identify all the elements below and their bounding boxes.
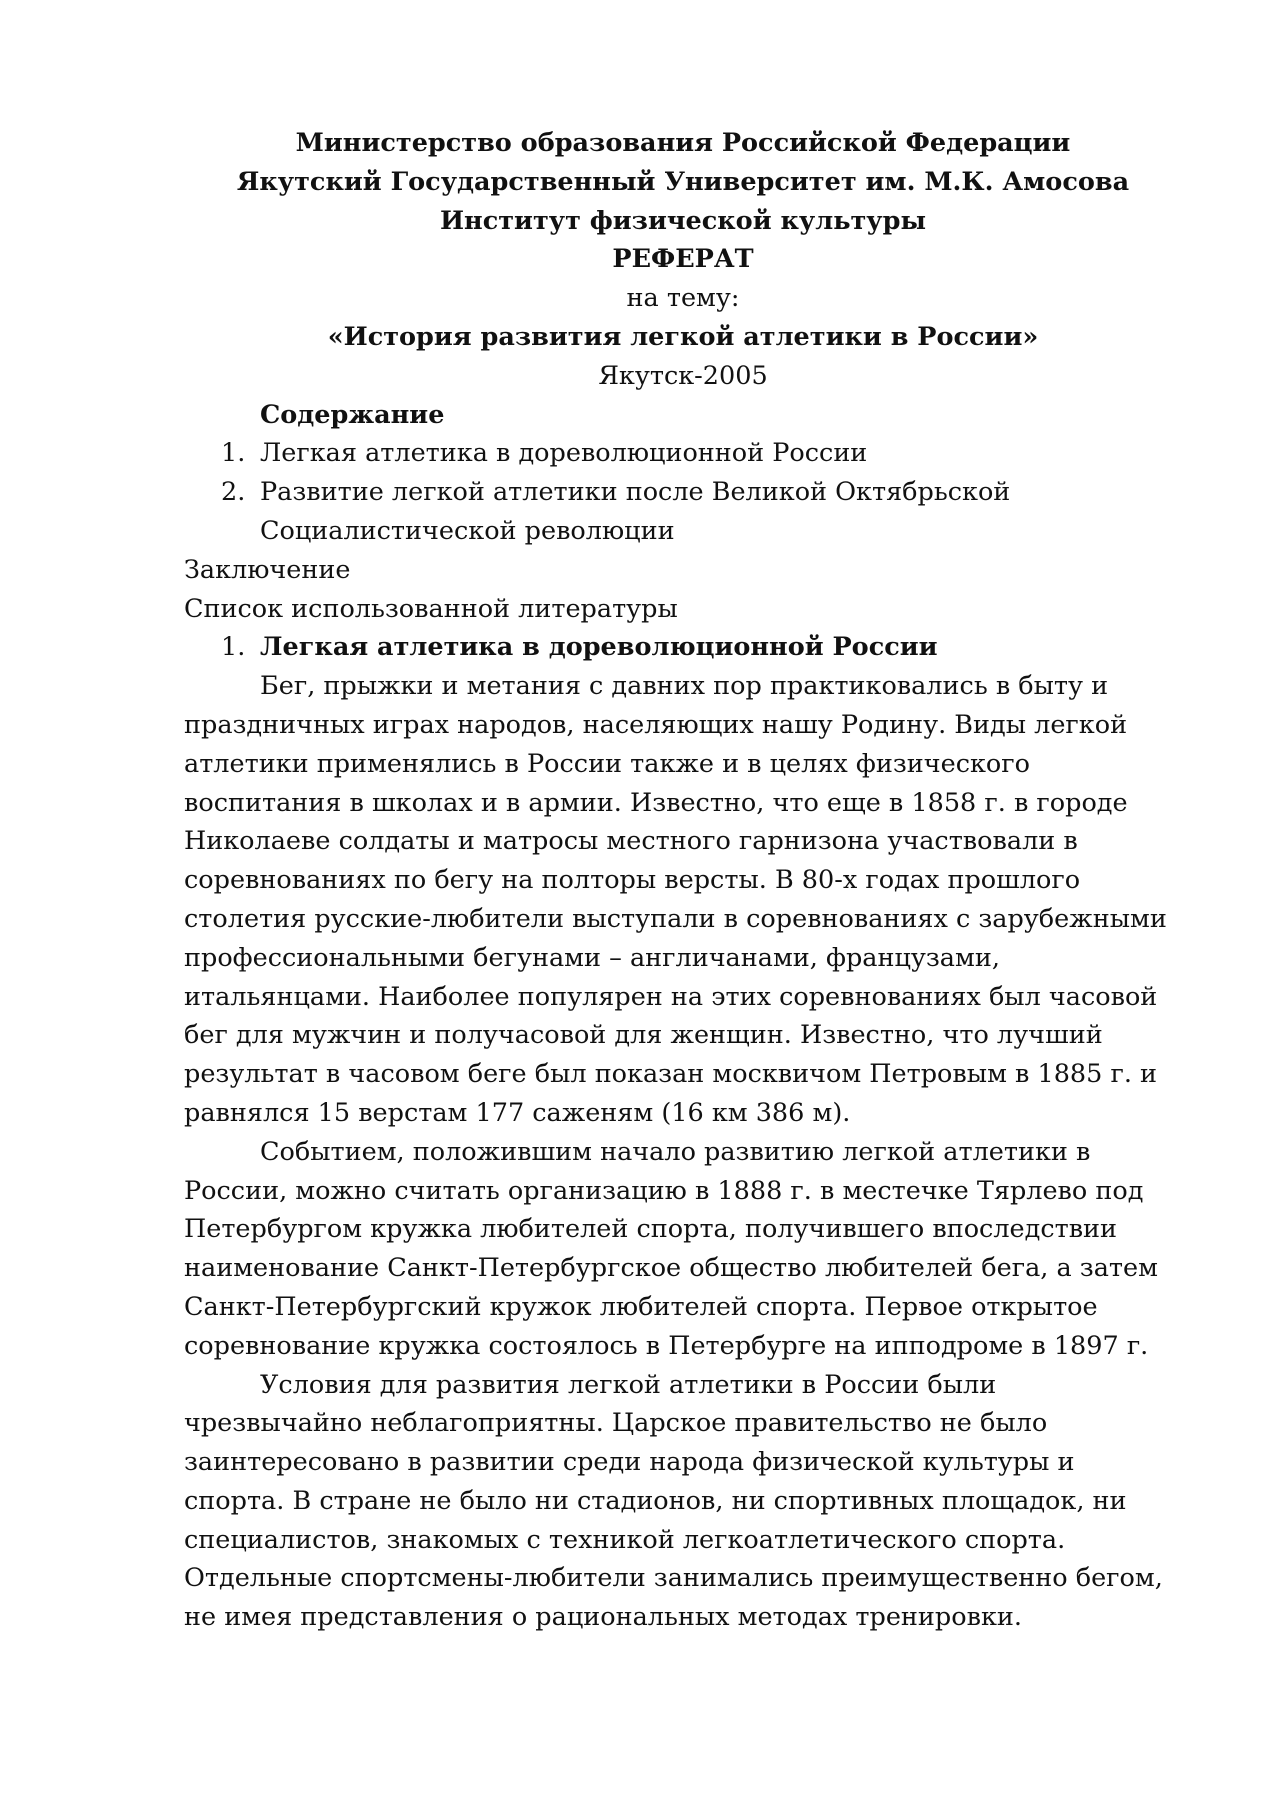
toc-heading: Содержание xyxy=(260,399,445,430)
toc-bibliography: Список использованной литературы xyxy=(184,593,678,624)
paragraph-line: Петербургом кружка любителей спорта, получившего впоследствии xyxy=(184,1214,1118,1245)
paragraph-line: столетия русские-любители выступали в соревнованиях с зарубежными xyxy=(184,903,1167,934)
paragraph-line: Бег, прыжки и метания с давних пор практиковались в быту и xyxy=(260,671,1109,702)
topic-title: «История развития легкой атлетики в России» xyxy=(327,321,1039,352)
paragraph-line: бег для мужчин и получасовой для женщин. Известно, что лучший xyxy=(184,1020,1103,1051)
toc-item-line: Социалистической революции xyxy=(260,515,675,546)
paragraph-line: заинтересовано в развитии среди народа физической культуры и xyxy=(184,1447,1075,1478)
paragraph-line: соревнованиях по бегу на полторы версты. В 80-х годах прошлого xyxy=(184,865,1081,896)
university-line: Якутский Государственный Университет им. М.К. Амосова xyxy=(236,166,1130,197)
institute-line: Институт физической культуры xyxy=(439,205,927,236)
paragraph-line: Санкт-Петербургский кружок любителей спорта. Первое открытое xyxy=(184,1291,1098,1322)
document-page xyxy=(184,124,1184,1637)
paragraph-line: Событием, положившим начало развитию легкой атлетики в xyxy=(260,1136,1091,1167)
on-topic-label: на тему: xyxy=(626,283,740,314)
paragraph-line: профессиональными бегунами – англичанами, французами, xyxy=(184,942,1000,973)
paragraph-line: наименование Санкт-Петербургское общество любителей бега, а затем xyxy=(184,1253,1158,1284)
toc-item-line: Легкая атлетика в дореволюционной России xyxy=(260,438,868,469)
doc-type: РЕФЕРАТ xyxy=(612,244,754,275)
paragraph xyxy=(184,667,1184,1133)
section-1 xyxy=(184,628,1184,1637)
table-of-contents xyxy=(184,396,1184,629)
paragraph-line: воспитания в школах и в армии. Известно, что еще в 1858 г. в городе xyxy=(184,787,1128,818)
title-block xyxy=(184,124,1184,396)
toc-item xyxy=(184,473,1184,551)
toc-item-number: 2. xyxy=(221,477,246,508)
paragraph-line: чрезвычайно неблагоприятны. Царское правительство не было xyxy=(184,1408,1048,1439)
paragraph-line: Отдельные спортсмены-любители занимались преимущественно бегом, xyxy=(184,1563,1163,1594)
toc-conclusion: Заключение xyxy=(184,554,351,585)
paragraph-line: спорта. В стране не было ни стадионов, ни спортивных площадок, ни xyxy=(184,1485,1127,1516)
paragraph-line: не имея представления о рациональных методах тренировки. xyxy=(184,1602,1022,1633)
paragraph xyxy=(184,1133,1184,1366)
paragraph-line: равнялся 15 верстам 177 саженям (16 км 386 м). xyxy=(184,1097,851,1128)
section-number: 1. xyxy=(221,632,246,663)
paragraph xyxy=(184,1366,1184,1638)
paragraph-line: результат в часовом беге был показан москвичом Петровым в 1885 г. и xyxy=(184,1059,1158,1090)
section-heading xyxy=(184,628,1184,667)
paragraph-line: Условия для развития легкой атлетики в России были xyxy=(260,1369,997,1400)
section-body xyxy=(184,667,1184,1637)
paragraph-line: праздничных играх народов, населяющих нашу Родину. Виды легкой xyxy=(184,709,1128,740)
paragraph-line: итальянцами. Наиболее популярен на этих соревнованиях был часовой xyxy=(184,981,1158,1012)
paragraph-line: России, можно считать организацию в 1888 г. в местечке Тярлево под xyxy=(184,1175,1144,1206)
paragraph-line: Николаеве солдаты и матросы местного гарнизона участвовали в xyxy=(184,826,1078,857)
paragraph-line: атлетики применялись в России также и в целях физического xyxy=(184,748,1030,779)
city-year: Якутск-2005 xyxy=(598,360,768,391)
toc-item-line: Развитие легкой атлетики после Великой Октябрьской xyxy=(260,477,1011,508)
paragraph-line: специалистов, знакомых с техникой легкоатлетического спорта. xyxy=(184,1524,1066,1555)
toc-item-number: 1. xyxy=(221,438,246,469)
paragraph-line: соревнование кружка состоялось в Петербурге на ипподроме в 1897 г. xyxy=(184,1330,1149,1361)
ministry-line: Министерство образования Российской Федерации xyxy=(295,128,1071,158)
toc-item xyxy=(184,434,1184,473)
section-title: Легкая атлетика в дореволюционной России xyxy=(260,632,938,663)
